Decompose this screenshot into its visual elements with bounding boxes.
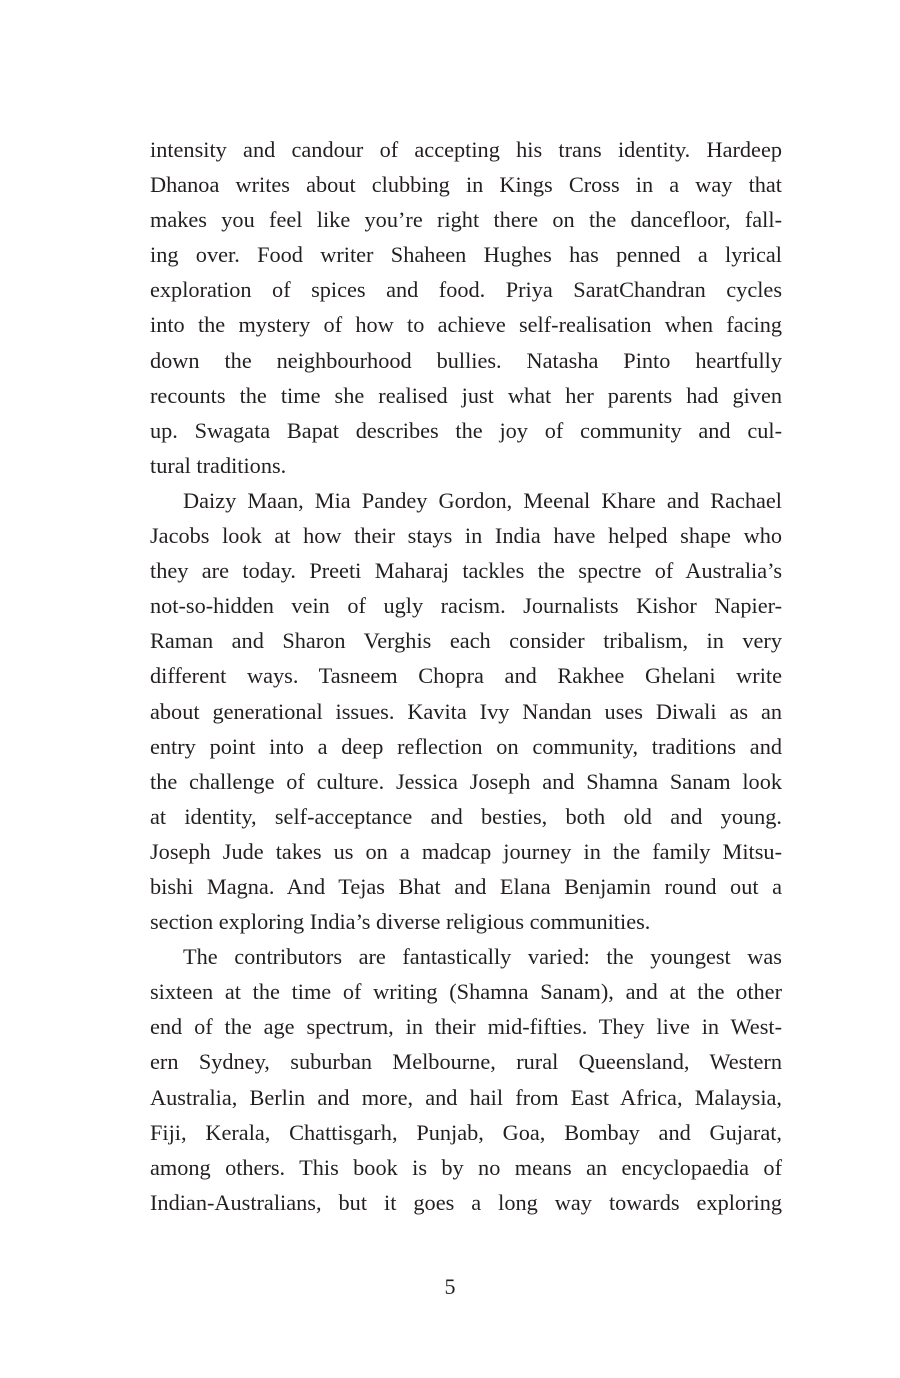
text-line: bishi Magna. And Tejas Bhat and Elana Benjamin round out a — [150, 873, 782, 899]
page-number: 5 — [444, 1274, 456, 1299]
text-line: Fiji, Kerala, Chattisgarh, Punjab, Goa, Bombay and Gujarat, — [150, 1119, 782, 1145]
text-line: The contributors are fantastically varied: the youngest was — [183, 944, 782, 970]
text-line: entry point into a deep reflection on community, traditions and — [150, 733, 782, 759]
text-line: end of the age spectrum, in their mid-fifties. They live in West- — [150, 1014, 782, 1040]
text-line: Australia, Berlin and more, and hail from East Africa, Malaysia, — [150, 1084, 782, 1110]
text-line: Dhanoa writes about clubbing in Kings Cross in a way that — [150, 172, 782, 198]
paragraph-1 — [150, 132, 782, 483]
text-line: ern Sydney, suburban Melbourne, rural Queensland, Western — [150, 1049, 782, 1075]
text-line: Joseph Jude takes us on a madcap journey in the family Mitsu- — [150, 838, 782, 864]
text-line: makes you feel like you’re right there on the dancefloor, fall- — [150, 207, 782, 233]
text-line: recounts the time she realised just what her parents had given — [150, 382, 782, 408]
text-line: down the neighbourhood bullies. Natasha Pinto heartfully — [150, 347, 782, 373]
text-line: about generational issues. Kavita Ivy Nandan uses Diwali as an — [150, 698, 782, 724]
text-line: tural traditions. — [150, 452, 287, 478]
text-line: exploration of spices and food. Priya SaratChandran cycles — [150, 277, 782, 303]
text-line: sixteen at the time of writing (Shamna Sanam), and at the other — [150, 979, 782, 1005]
paragraph-3 — [150, 939, 782, 1220]
text-line: not-so-hidden vein of ugly racism. Journalists Kishor Napier- — [150, 593, 782, 619]
text-line: section exploring India’s diverse religious communities. — [150, 909, 651, 935]
text-line: different ways. Tasneem Chopra and Rakhee Ghelani write — [150, 663, 782, 689]
text-line: at identity, self-acceptance and besties, both old and young. — [150, 803, 782, 829]
text-line: ing over. Food writer Shaheen Hughes has penned a lyrical — [150, 242, 782, 268]
text-line: they are today. Preeti Maharaj tackles the spectre of Australia’s — [150, 558, 782, 584]
text-line: the challenge of culture. Jessica Joseph and Shamna Sanam look — [150, 768, 782, 794]
body-text — [150, 132, 782, 1220]
text-line: among others. This book is by no means an encyclopaedia of — [150, 1154, 782, 1180]
text-line: Daizy Maan, Mia Pandey Gordon, Meenal Khare and Rachael — [183, 487, 782, 513]
text-line: intensity and candour of accepting his trans identity. Hardeep — [150, 137, 782, 162]
text-line: Indian-Australians, but it goes a long way towards exploring — [150, 1189, 782, 1215]
text-line: Raman and Sharon Verghis each consider tribalism, in very — [150, 628, 782, 654]
paragraph-2 — [150, 483, 782, 939]
text-line: into the mystery of how to achieve self-realisation when facing — [150, 312, 782, 338]
text-line: up. Swagata Bapat describes the joy of community and cul- — [150, 417, 782, 443]
text-line: Jacobs look at how their stays in India have helped shape who — [150, 523, 782, 549]
